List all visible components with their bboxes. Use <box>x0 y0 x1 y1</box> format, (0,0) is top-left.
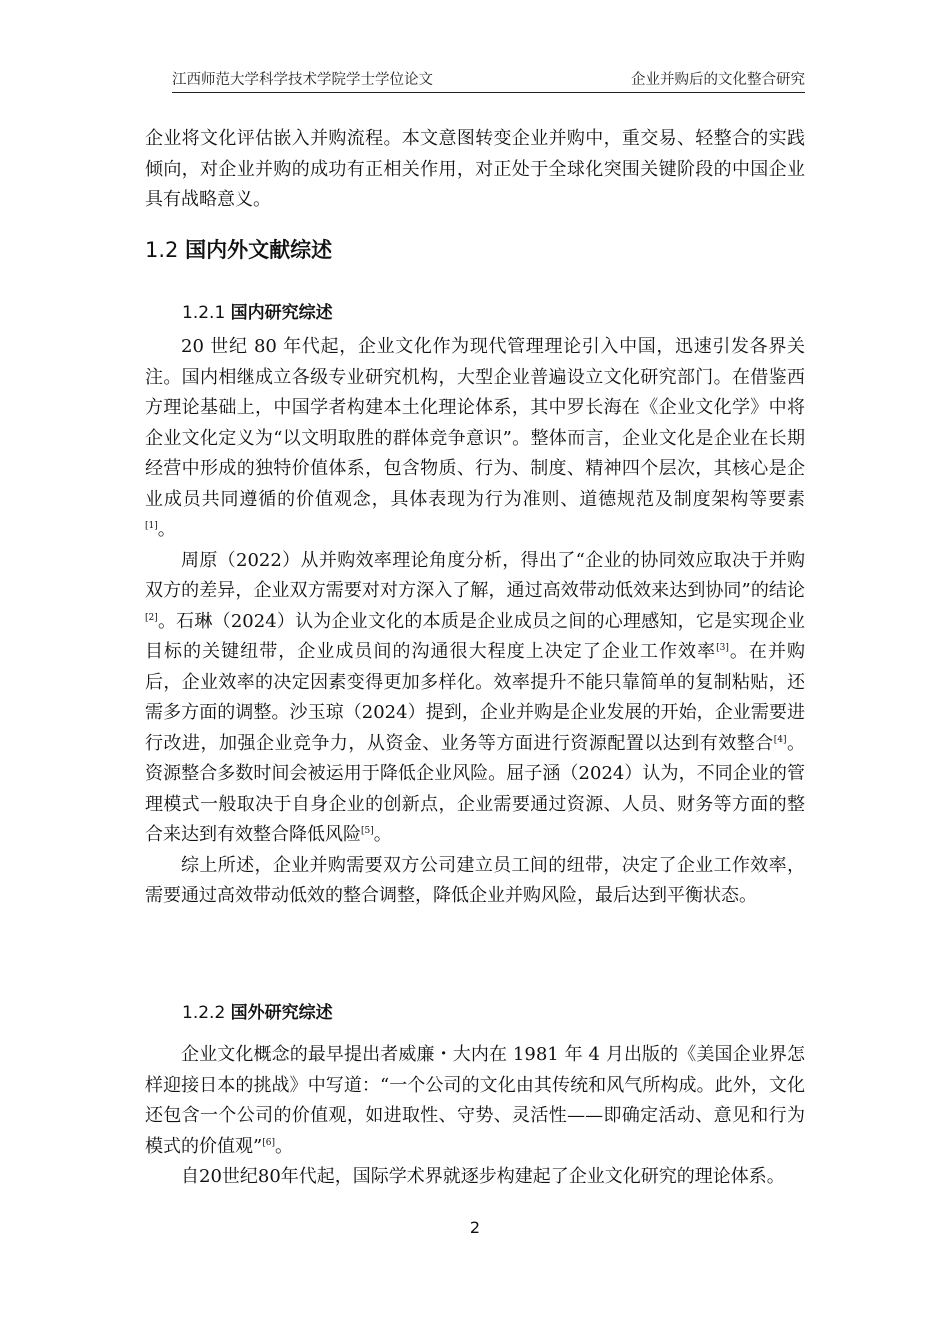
domestic-review-block <box>145 332 805 912</box>
foreign-paragraph-2: 自20世纪80年代起，国际学术界就逐步构建起了企业文化研究的理论体系。 <box>181 1166 785 1187</box>
intro-paragraph-block <box>145 124 805 216</box>
citation-marker: [2] <box>145 612 158 623</box>
subsection-number: 1.2.2 <box>182 1003 226 1023</box>
domestic-paragraph-1: 20 世纪 80 年代起，企业文化作为现代管理理论引入中国，迅速引发各界关注。国内相继成立各级专业研究机构，大型企业普遍设立文化研究部门。在借鉴西方理论基础上，中国学者构建本土化理论体系，其中罗长海在《企业文化学》中将企业文化定义为“以文明取胜的群体竞争意识”。整体而言，企业文化是企业在长期经营中形成的独特价值体系，包含物质、行为、制度、精神四个层次，其核心是企业成员共同遵循的价值观念，具体表现为行为准则、道德规范及制度架构等要素[1]。 <box>145 336 805 540</box>
section-title: 国内外文献综述 <box>185 238 333 262</box>
subsection-title: 国内研究综述 <box>230 303 333 323</box>
page-number: 2 <box>469 1218 481 1237</box>
subsection-title: 国外研究综述 <box>230 1003 333 1023</box>
foreign-paragraph-1: 企业文化概念的最早提出者威廉・大内在 1981 年 4 月出版的《美国企业界怎样迎接日本的挑战》中写道：“一个公司的文化由其传统和风气所构成。此外，文化还包含一个公司的价值观，如进取性、守势、灵活性——即确定活动、意见和行为模式的价值观”[6]。 <box>145 1044 805 1157</box>
subsection-heading-domestic <box>182 298 333 323</box>
citation-marker: [4] <box>773 734 787 745</box>
header-thesis-name: 江西师范大学科学技术学院学士学位论文 <box>172 72 433 88</box>
domestic-paragraph-2: 周原（2022）从并购效率理论角度分析，得出了“企业的协同效应取决于并购双方的差异，企业双方需要对对方深入了解，通过高效带动低效来达到协同”的结论[2]。石琳（2024）认为企业文化的本质是企业成员之间的心理感知，它是实现企业目标的关键纽带，企业成员间的沟通很大程度上决定了企业工作效率[3]。在并购后，企业效率的决定因素变得更加多样化。效率提升不能只靠简单的复制粘贴，还需多方面的调整。沙玉琼（2024）提到，企业并购是企业发展的开始，企业需要进行改进，加强企业竞争力，从资金、业务等方面进行资源配置以达到有效整合[4]。资源整合多数时间会被运用于降低企业风险。屈子涵（2024）认为，不同企业的管理模式一般取决于自身企业的创新点，企业需要通过资源、人员、财务等方面的整合来达到有效整合降低风险[5]。 <box>145 549 806 845</box>
domestic-paragraph-3: 综上所述，企业并购需要双方公司建立员工间的纽带，决定了企业工作效率，需要通过高效带动低效的整合调整，降低企业并购风险，最后达到平衡状态。 <box>145 854 805 906</box>
section-number: 1.2 <box>145 238 179 262</box>
section-heading <box>145 234 332 264</box>
subsection-number: 1.2.1 <box>182 303 226 323</box>
foreign-review-block <box>145 1040 805 1193</box>
running-header <box>172 64 805 93</box>
citation-marker: [3] <box>716 643 729 653</box>
citation-marker: [6] <box>262 1137 275 1148</box>
citation-marker: [5] <box>361 826 374 836</box>
intro-paragraph: 企业将文化评估嵌入并购流程。本文意图转变企业并购中，重交易、轻整合的实践倾向，对企业并购的成功有正相关作用，对正处于全球化突围关键阶段的中国企业具有战略意义。 <box>145 128 805 210</box>
subsection-heading-foreign <box>182 998 333 1023</box>
citation-marker: [1] <box>145 521 158 531</box>
header-thesis-title: 企业并购后的文化整合研究 <box>631 72 805 88</box>
